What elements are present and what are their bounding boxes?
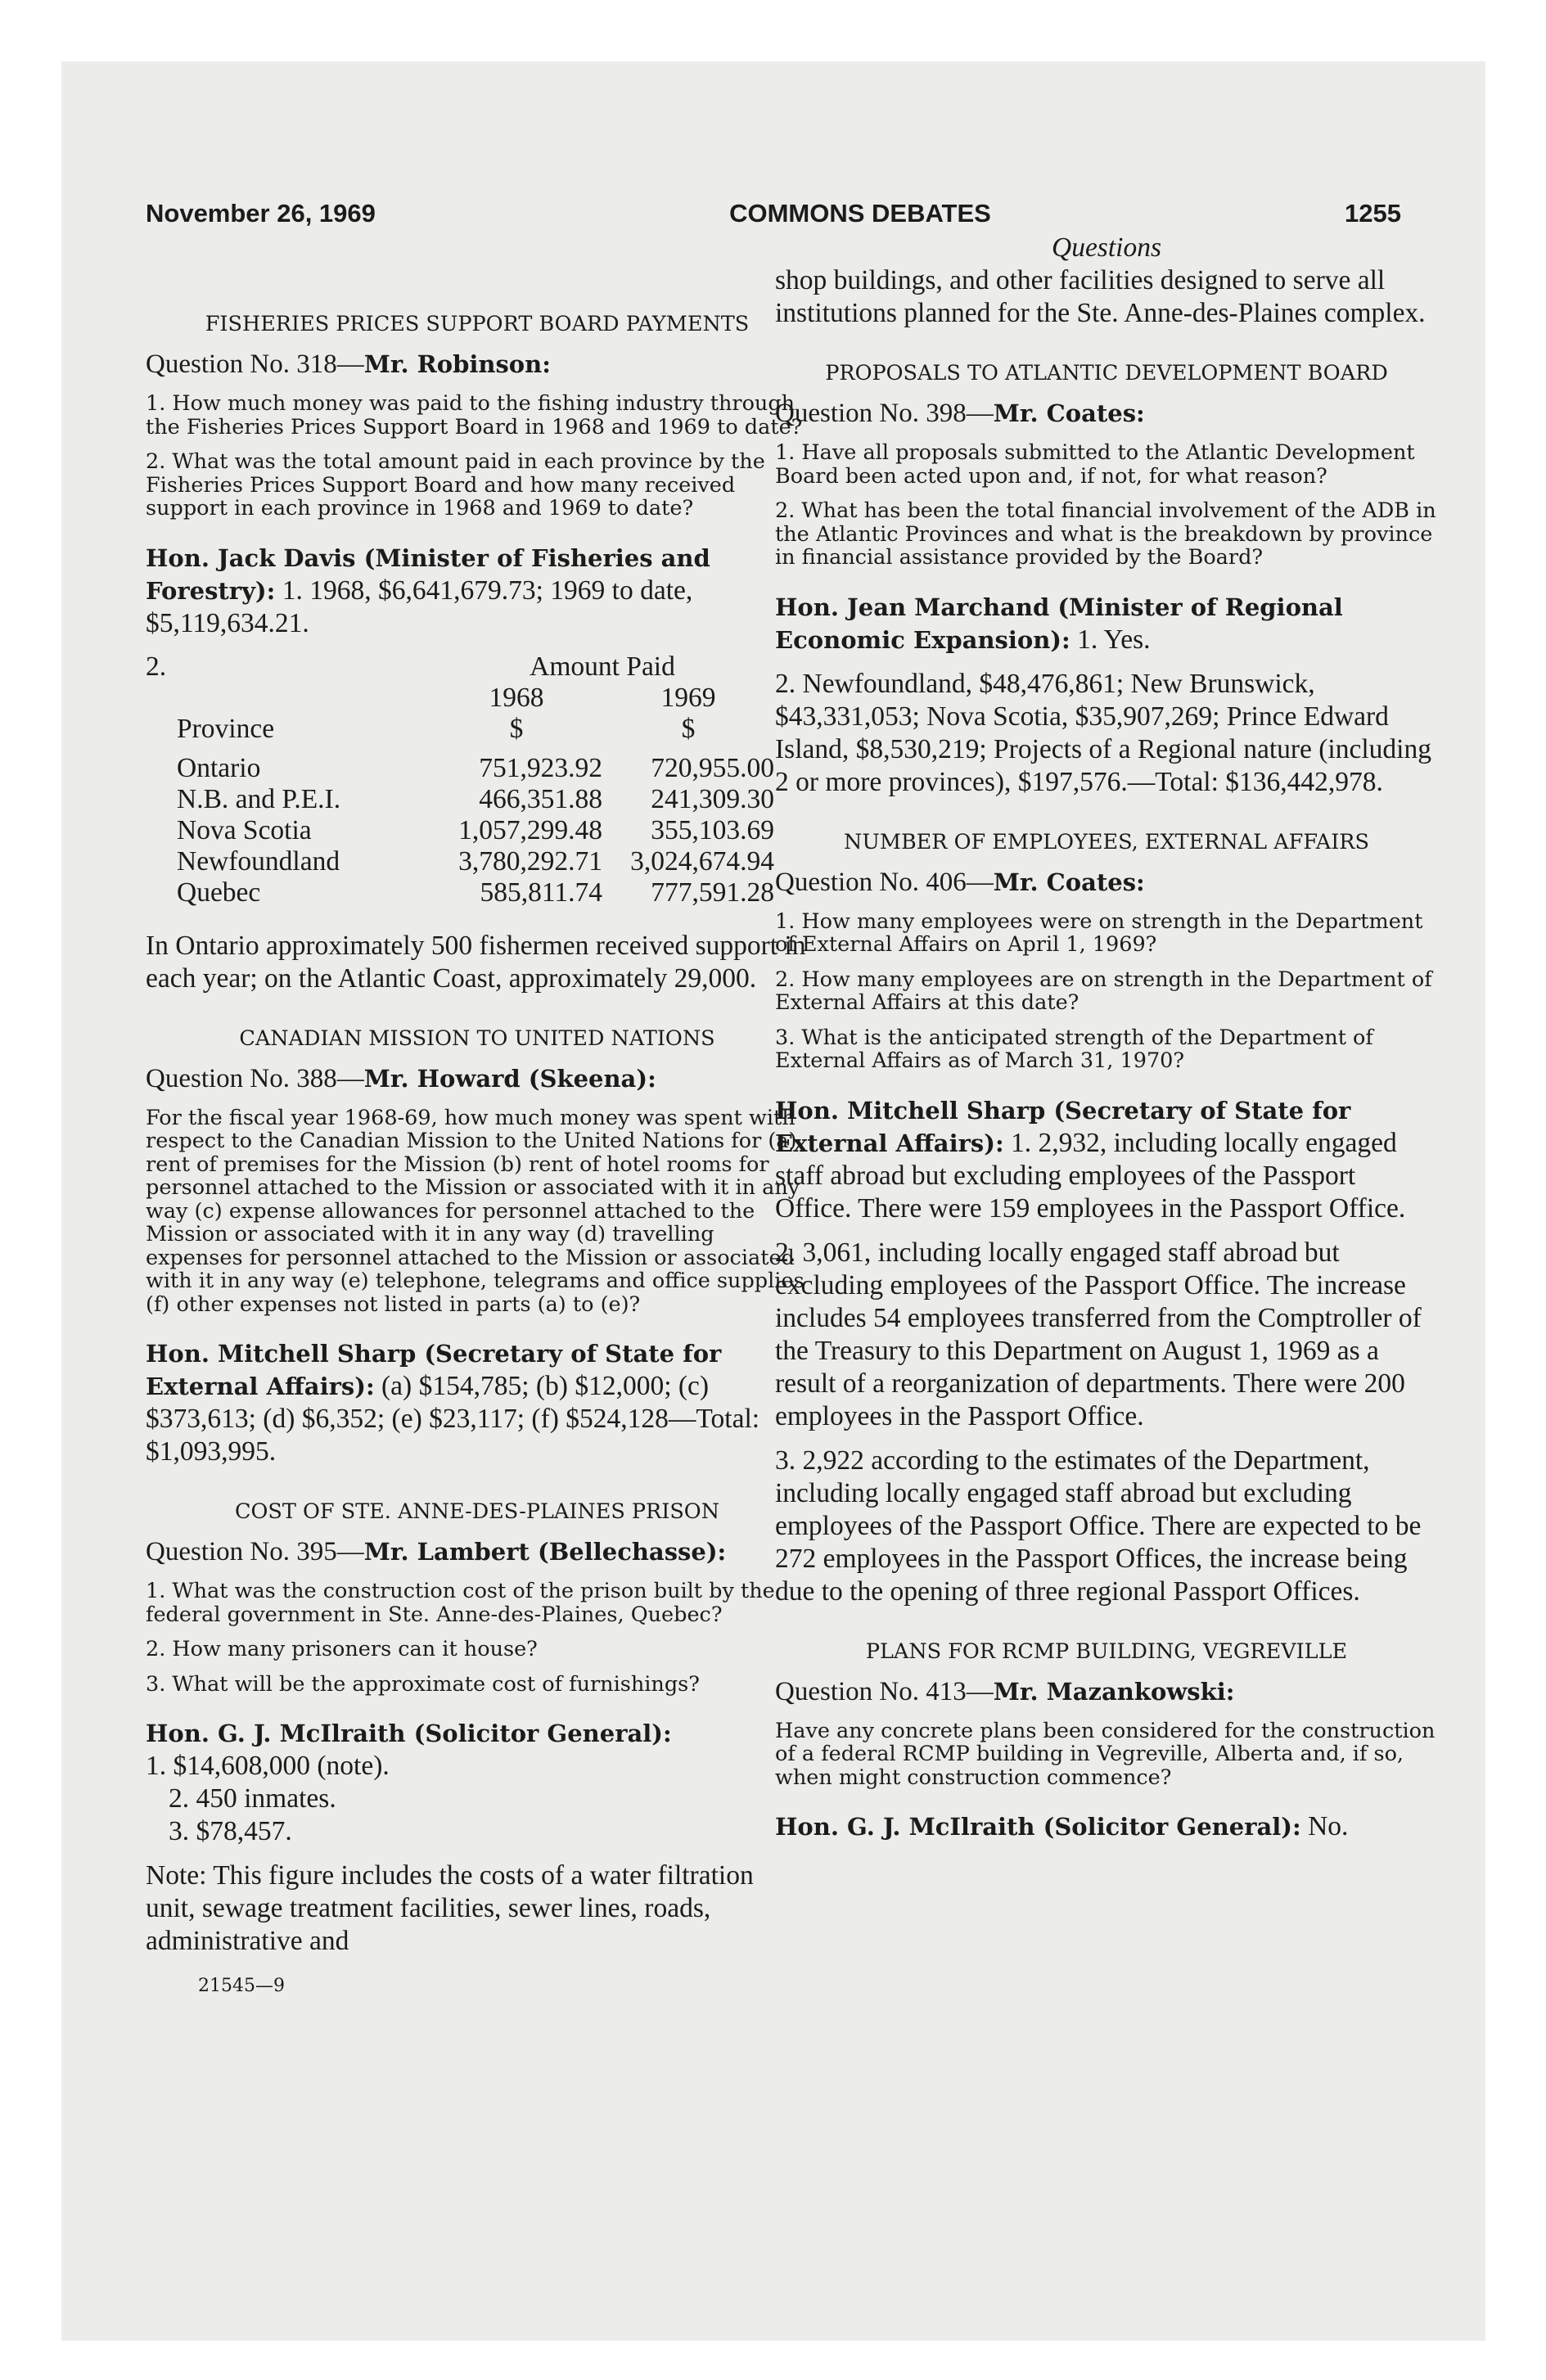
question-text: 2. How many employees are on strength in the Department of External Affairs at this date? bbox=[775, 967, 1432, 1015]
question-line bbox=[775, 397, 1438, 430]
section-heading: COST OF STE. ANNE-DES-PLAINES PRISON bbox=[234, 1499, 720, 1524]
answer-item: 3. $78,457. bbox=[169, 1816, 292, 1846]
header-page-number: 1255 bbox=[1345, 199, 1401, 228]
table-group-header: Amount Paid bbox=[530, 651, 675, 682]
member-name: Mr. Coates: bbox=[993, 399, 1145, 427]
table-label: 2. bbox=[146, 651, 167, 682]
answer-text: 1. 1968, $6,641,679.73; 1969 to date, $5,119,634.21. bbox=[146, 575, 693, 638]
amount-cell: 751,923.92 bbox=[479, 752, 602, 783]
question-text: 1. How much money was paid to the fishing industry through the Fisheries Prices Support Board in 1968 and 1969 to date? bbox=[146, 391, 803, 439]
continued-text: shop buildings, and other facilities designed to serve all institutions planned for the Ste. Anne-des-Plaines complex. bbox=[775, 265, 1426, 328]
question-text: 3. What is the anticipated strength of the Department of External Affairs as of March 31, 1970? bbox=[775, 1025, 1373, 1073]
amount-cell: 466,351.88 bbox=[479, 783, 602, 814]
table-year-header: 1969 bbox=[660, 682, 716, 713]
amount-cell: 1,057,299.48 bbox=[458, 814, 602, 845]
question-text: 1. What was the construction cost of the prison built by the federal government in Ste. Anne-des-Plaines, Quebec? bbox=[146, 1579, 775, 1627]
table-row bbox=[177, 784, 774, 815]
answerer-name: Hon. Jack Davis (Minister of Fisheries and Forestry): bbox=[146, 543, 710, 605]
amount-cell: 355,103.69 bbox=[651, 814, 774, 845]
section-heading: PLANS FOR RCMP BUILDING, VEGREVILLE bbox=[865, 1639, 1348, 1664]
signature-code: 21545—9 bbox=[198, 1976, 285, 1996]
question-line bbox=[775, 866, 1438, 899]
section-heading: CANADIAN MISSION TO UNITED NATIONS bbox=[239, 1025, 715, 1051]
answerer-name: Hon. G. J. McIlraith (Solicitor General): bbox=[775, 1813, 1301, 1841]
province-cell: Quebec bbox=[177, 877, 261, 908]
answerer-name: Hon. Mitchell Sharp (Secretary of State for External Affairs): bbox=[146, 1340, 722, 1400]
answer-paragraph bbox=[775, 1094, 1438, 1225]
province-cell: Ontario bbox=[177, 752, 261, 783]
member-name: Mr. Coates: bbox=[993, 868, 1145, 896]
member-name: Mr. Robinson: bbox=[363, 350, 551, 378]
page-header bbox=[146, 199, 1401, 228]
question-text: 2. What has been the total financial involvement of the ADB in the Atlantic Provinces and what is the breakdown by province in financial assistance provided by the Board? bbox=[775, 498, 1436, 570]
question-text: 3. What will be the approximate cost of furnishings? bbox=[146, 1671, 700, 1697]
table-currency: $ bbox=[681, 713, 696, 744]
question-line bbox=[146, 1535, 809, 1568]
question-text: 1. Have all proposals submitted to the Atlantic Development Board been acted upon and, if not, for what reason? bbox=[775, 440, 1415, 489]
answer-item: 2. Newfoundland, $48,476,861; New Brunswick, $43,331,053; Nova Scotia, $35,907,269; Prince Edward Island, $8,530,219; Projects of a Regional nature (including 2 or more provinces), $197,576.—Total: $136,442,978. bbox=[775, 668, 1431, 797]
answer-paragraph bbox=[146, 1717, 809, 1750]
question-number: Question No. 388— bbox=[146, 1063, 364, 1093]
answer-text: (a) $154,785; (b) $12,000; (c) $373,613; (d) $6,352; (e) $23,117; (f) $524,128—Total: $1,093,995. bbox=[146, 1371, 760, 1467]
section-heading: NUMBER OF EMPLOYEES, EXTERNAL AFFAIRS bbox=[844, 829, 1369, 854]
answer-paragraph bbox=[146, 1337, 809, 1468]
amount-cell: 241,309.30 bbox=[651, 783, 774, 814]
question-number: Question No. 413— bbox=[775, 1676, 994, 1706]
table-row bbox=[177, 877, 774, 908]
page bbox=[61, 61, 1485, 2341]
header-title: COMMONS DEBATES bbox=[729, 199, 991, 228]
question-number: Question No. 406— bbox=[775, 867, 994, 897]
answer-item: 2. 450 inmates. bbox=[169, 1783, 336, 1814]
amount-paid-table bbox=[146, 651, 774, 908]
province-cell: Nova Scotia bbox=[177, 814, 312, 845]
amount-cell: 720,955.00 bbox=[651, 752, 774, 783]
answerer-name: Hon. G. J. McIlraith (Solicitor General): bbox=[146, 1720, 672, 1747]
table-year-header: 1968 bbox=[489, 682, 544, 713]
table-row-header: Province bbox=[177, 713, 275, 744]
amount-cell: 3,780,292.71 bbox=[458, 845, 602, 877]
amount-cell: 3,024,674.94 bbox=[630, 845, 774, 877]
answer-note: Note: This figure includes the costs of a water filtration unit, sewage treatment facilities, sewer lines, roads, administrative and bbox=[146, 1860, 754, 1956]
answer-paragraph bbox=[146, 542, 809, 640]
answerer-name: Hon. Mitchell Sharp (Secretary of State for External Affairs): bbox=[775, 1096, 1351, 1157]
left-column bbox=[146, 291, 809, 2014]
answer-item: 3. 2,922 according to the estimates of the Department, including locally engaged staff abroad but excluding employees of the Passport Office. There are expected to be 272 employees in the Passport Offices, the increase being due to the opening of three regional Passport Offices. bbox=[775, 1445, 1422, 1607]
question-text: Have any concrete plans been considered for the construction of a federal RCMP building in Vegreville, Alberta and, if so, when might construction commence? bbox=[775, 1718, 1436, 1790]
table-row bbox=[177, 753, 774, 784]
answer-note: In Ontario approximately 500 fishermen received support in each year; on the Atlantic Coast, approximately 29,000. bbox=[146, 930, 806, 994]
section-heading: FISHERIES PRICES SUPPORT BOARD PAYMENTS bbox=[205, 312, 750, 336]
answer-text: 1. Yes. bbox=[1070, 624, 1151, 655]
answer-paragraph bbox=[775, 1810, 1438, 1843]
question-text: 1. How many employees were on strength in the Department of External Affairs on April 1, 1969? bbox=[775, 908, 1423, 957]
question-line bbox=[146, 1062, 809, 1095]
question-line bbox=[775, 1675, 1438, 1708]
answerer-name: Hon. Jean Marchand (Minister of Regional Economic Expansion): bbox=[775, 593, 1343, 654]
province-cell: Newfoundland bbox=[177, 845, 340, 877]
member-name: Mr. Howard (Skeena): bbox=[363, 1064, 656, 1093]
question-text: For the fiscal year 1968-69, how much money was spent with respect to the Canadian Mission to the United Nations for (a) rent of premises for the Mission (b) rent of hotel rooms for personnel attached to the Mission or associated with it in any way (c) expense allowances for personnel attached to the Mission or associated with it in any way (d) travelling expenses for personnel attached to the Mission or associated with it in any way (e) telephone, telegrams and office supplies (f) other expenses not listed in parts (a) to (e)? bbox=[146, 1105, 805, 1317]
member-name: Mr. Mazankowski: bbox=[993, 1677, 1235, 1706]
question-line bbox=[146, 348, 809, 381]
table-row bbox=[177, 815, 774, 846]
question-number: Question No. 318— bbox=[146, 349, 364, 379]
table-currency: $ bbox=[509, 713, 524, 744]
amount-cell: 585,811.74 bbox=[480, 877, 602, 908]
answer-paragraph bbox=[775, 591, 1438, 656]
province-cell: N.B. and P.E.I. bbox=[177, 783, 341, 814]
right-column bbox=[775, 225, 1438, 1843]
running-head: Questions bbox=[1052, 232, 1161, 263]
header-date: November 26, 1969 bbox=[146, 199, 376, 228]
member-name: Mr. Lambert (Bellechasse): bbox=[363, 1538, 727, 1566]
answer-item: 2. 3,061, including locally engaged staff abroad but excluding employees of the Passport Office. The increase includes 54 employees transferred from the Comptroller of the Treasury to this Department on August 1, 1969 as a result of a reorganization of departments. There were 200 employees in the Passport Office. bbox=[775, 1237, 1422, 1431]
section-heading: PROPOSALS TO ATLANTIC DEVELOPMENT BOARD bbox=[825, 361, 1388, 385]
answer-text: No. bbox=[1300, 1811, 1349, 1841]
answer-item: 1. $14,608,000 (note). bbox=[146, 1751, 390, 1781]
question-number: Question No. 395— bbox=[146, 1537, 364, 1566]
table-row bbox=[177, 846, 774, 877]
question-number: Question No. 398— bbox=[775, 399, 994, 428]
amount-cell: 777,591.28 bbox=[651, 877, 774, 908]
question-text: 2. How many prisoners can it house? bbox=[146, 1637, 538, 1661]
answer-text: 1. 2,932, including locally engaged staff abroad but excluding employees of the Passport Office. There were 159 employees in the Passport Office. bbox=[775, 1127, 1406, 1224]
question-text: 2. What was the total amount paid in each province by the Fisheries Prices Support Board and how many received support in each province in 1968 and 1969 to date? bbox=[146, 449, 765, 521]
